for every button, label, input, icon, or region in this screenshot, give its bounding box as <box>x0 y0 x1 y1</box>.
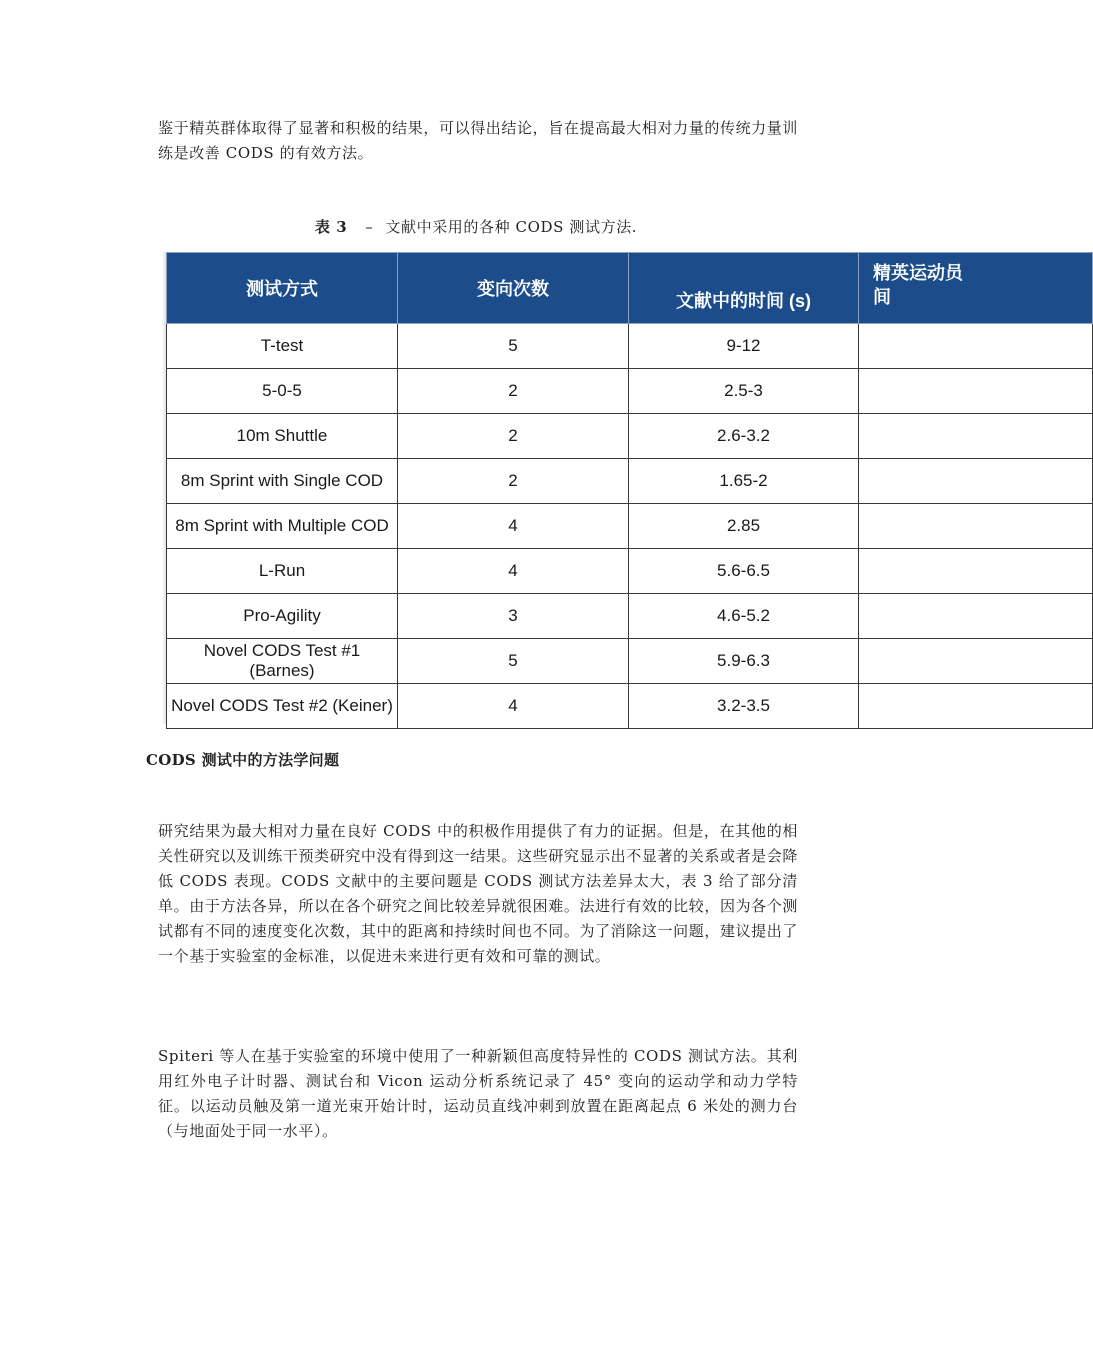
cell-elite-time <box>859 414 1093 459</box>
cell-literature-time: 4.6-5.2 <box>629 594 859 639</box>
table-container <box>166 252 963 724</box>
cell-literature-time: 5.9-6.3 <box>629 639 859 684</box>
table-caption <box>0 216 952 237</box>
cell-test-method: 8m Sprint with Multiple COD <box>167 504 398 549</box>
cell-cod-count: 2 <box>398 414 629 459</box>
cell-test-method: 5-0-5 <box>167 369 398 414</box>
cell-elite-time <box>859 504 1093 549</box>
table-caption-text: 文献中采用的各种 CODS 测试方法. <box>385 218 638 236</box>
cell-elite-time <box>859 459 1093 504</box>
cell-literature-time: 9-12 <box>629 324 859 369</box>
cell-test-method: Novel CODS Test #1 (Barnes) <box>167 639 398 684</box>
table-row <box>167 324 1093 369</box>
cell-literature-time: 5.6-6.5 <box>629 549 859 594</box>
cell-cod-count: 4 <box>398 684 629 729</box>
cell-elite-time <box>859 639 1093 684</box>
cell-cod-count: 2 <box>398 369 629 414</box>
cell-cod-count: 5 <box>398 639 629 684</box>
table-row <box>167 459 1093 504</box>
cell-test-method: 8m Sprint with Single COD <box>167 459 398 504</box>
cell-test-method: Pro-Agility <box>167 594 398 639</box>
cell-cod-count: 5 <box>398 324 629 369</box>
intro-paragraph: 鉴于精英群体取得了显著和积极的结果，可以得出结论，旨在提高最大相对力量的传统力量训练是改善 CODS 的有效方法。 <box>158 119 798 162</box>
cell-test-method: Novel CODS Test #2 (Keiner) <box>167 684 398 729</box>
cell-literature-time: 2.6-3.2 <box>629 414 859 459</box>
cell-cod-count: 3 <box>398 594 629 639</box>
cell-elite-time <box>859 594 1093 639</box>
cell-literature-time: 2.5-3 <box>629 369 859 414</box>
cell-literature-time: 3.2-3.5 <box>629 684 859 729</box>
table-caption-dash: – <box>365 218 374 236</box>
table-row <box>167 639 1093 684</box>
section-heading: CODS 测试中的方法学问题 <box>146 751 340 769</box>
header-cod-count: 变向次数 <box>398 253 629 324</box>
body-paragraph-methodology: 研究结果为最大相对力量在良好 CODS 中的积极作用提供了有力的证据。但是，在其他的相关性研究以及训练干预类研究中没有得到这一结果。这些研究显示出不显著的关系或者是会降低 CODS 表现。CODS 文献中的主要问题是 CODS 测试方法差异太大，表 3 给了部分清单。由于方法各异，所以在各个研究之间比较差异就很困难。法进行有效的比较，因为各个测试都有不同的速度变化次数，其中的距离和持续时间也不同。为了消除这一问题，建议提出了一个基于实验室的金标准，以促进未来进行更有效和可靠的测试。 <box>158 822 798 965</box>
cell-literature-time: 1.65-2 <box>629 459 859 504</box>
cell-literature-time: 2.85 <box>629 504 859 549</box>
cell-elite-time <box>859 549 1093 594</box>
table-row <box>167 504 1093 549</box>
table-caption-label: 表 3 <box>314 218 348 236</box>
cell-elite-time <box>859 369 1093 414</box>
header-elite-athlete-time: 精英运动员 间 <box>859 253 1093 324</box>
header-test-method: 测试方式 <box>167 253 398 324</box>
cell-test-method: T-test <box>167 324 398 369</box>
table-row <box>167 549 1093 594</box>
table-header-row <box>167 253 1093 324</box>
table-row <box>167 414 1093 459</box>
header-literature-time: 文献中的时间 (s) <box>629 253 859 324</box>
cell-cod-count: 2 <box>398 459 629 504</box>
table-row <box>167 684 1093 729</box>
cell-test-method: L-Run <box>167 549 398 594</box>
cell-elite-time <box>859 684 1093 729</box>
cell-cod-count: 4 <box>398 549 629 594</box>
cell-cod-count: 4 <box>398 504 629 549</box>
table-row <box>167 594 1093 639</box>
table-row <box>167 369 1093 414</box>
cell-test-method: 10m Shuttle <box>167 414 398 459</box>
body-paragraph-spiteri: Spiteri 等人在基于实验室的环境中使用了一种新颖但高度特异性的 CODS 测试方法。其利用红外电子计时器、测试台和 Vicon 运动分析系统记录了 45° 变向的运动学和动力学特征。以运动员触及第一道光束开始计时，运动员直线冲刺到放置在距离起点 6 米处的测力台（与地面处于同一水平）。 <box>158 1047 798 1140</box>
cods-methods-table <box>166 252 1093 729</box>
cell-elite-time <box>859 324 1093 369</box>
